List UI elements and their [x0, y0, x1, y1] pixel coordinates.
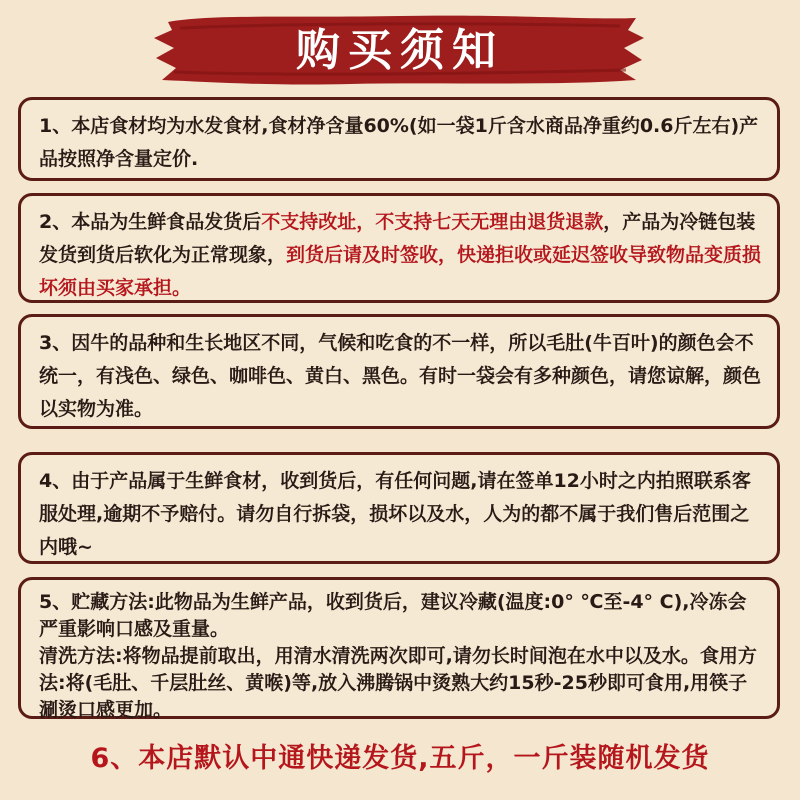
notice-2-part1: 2、本品为生鲜食品发货后: [39, 211, 262, 233]
notice-2-red-warning-1: 不支持改址，不支持七天无理由退货退款: [261, 211, 604, 233]
notice-box-5: [18, 577, 780, 719]
title-banner: [150, 8, 650, 90]
footer-shipping-note: 6、本店默认中通快递发货,五斤，一斤装随机发货: [90, 743, 710, 774]
notice-3-text: 3、因牛的品种和生长地区不同，气候和吃食的不一样，所以毛肚(牛百叶)的颜色会不统一，有浅色、绿色、咖啡色、黄白、黑色。有时一袋会有多种颜色，请您谅解，颜色以实物为准。: [39, 332, 762, 420]
notice-5-cleaning-text: 清洗方法:将物品提前取出，用清水清洗两次即可,请勿长时间泡在水中以及水。食用方法:将(毛肚、千层肚丝、黄喉)等,放入沸腾锅中烫熟大约15秒-25秒即可食用,用筷子涮烫口感更加。: [39, 645, 757, 721]
notice-5-storage-text: 5、贮藏方法:此物品为生鲜产品，收到货后，建议冷藏(温度:0° ℃至-4° C),冷冻会严重影响口感及重量。: [39, 591, 747, 640]
page-title: 购买须知: [296, 25, 504, 76]
notice-box-1: [18, 97, 780, 181]
notice-2-text: [39, 206, 763, 305]
notice-2-part2: ，产品为冷链包装发货到货后软化为正常现象，: [39, 211, 756, 266]
notice-box-2: [18, 193, 780, 303]
notice-box-3: [18, 314, 780, 429]
notice-2-red-warning-2: 到货后请及时签收，快递拒收或延迟签收导致物品变质损坏须由买家承担。: [39, 244, 762, 299]
notice-1-text: 1、本店食材均为水发食材,食材净含量60%(如一袋1斤含水商品净重约0.6斤左右)产品按照净含量定价.: [39, 115, 759, 170]
notice-4-text: 4、由于产品属于生鲜食材，收到货后，有任何问题,请在签单12小时之内拍照联系客服处理,逾期不予赔付。请勿自行拆袋，损坏以及水，人为的都不属于我们售后范围之内哦~: [39, 470, 751, 558]
notice-box-4: [18, 452, 780, 564]
